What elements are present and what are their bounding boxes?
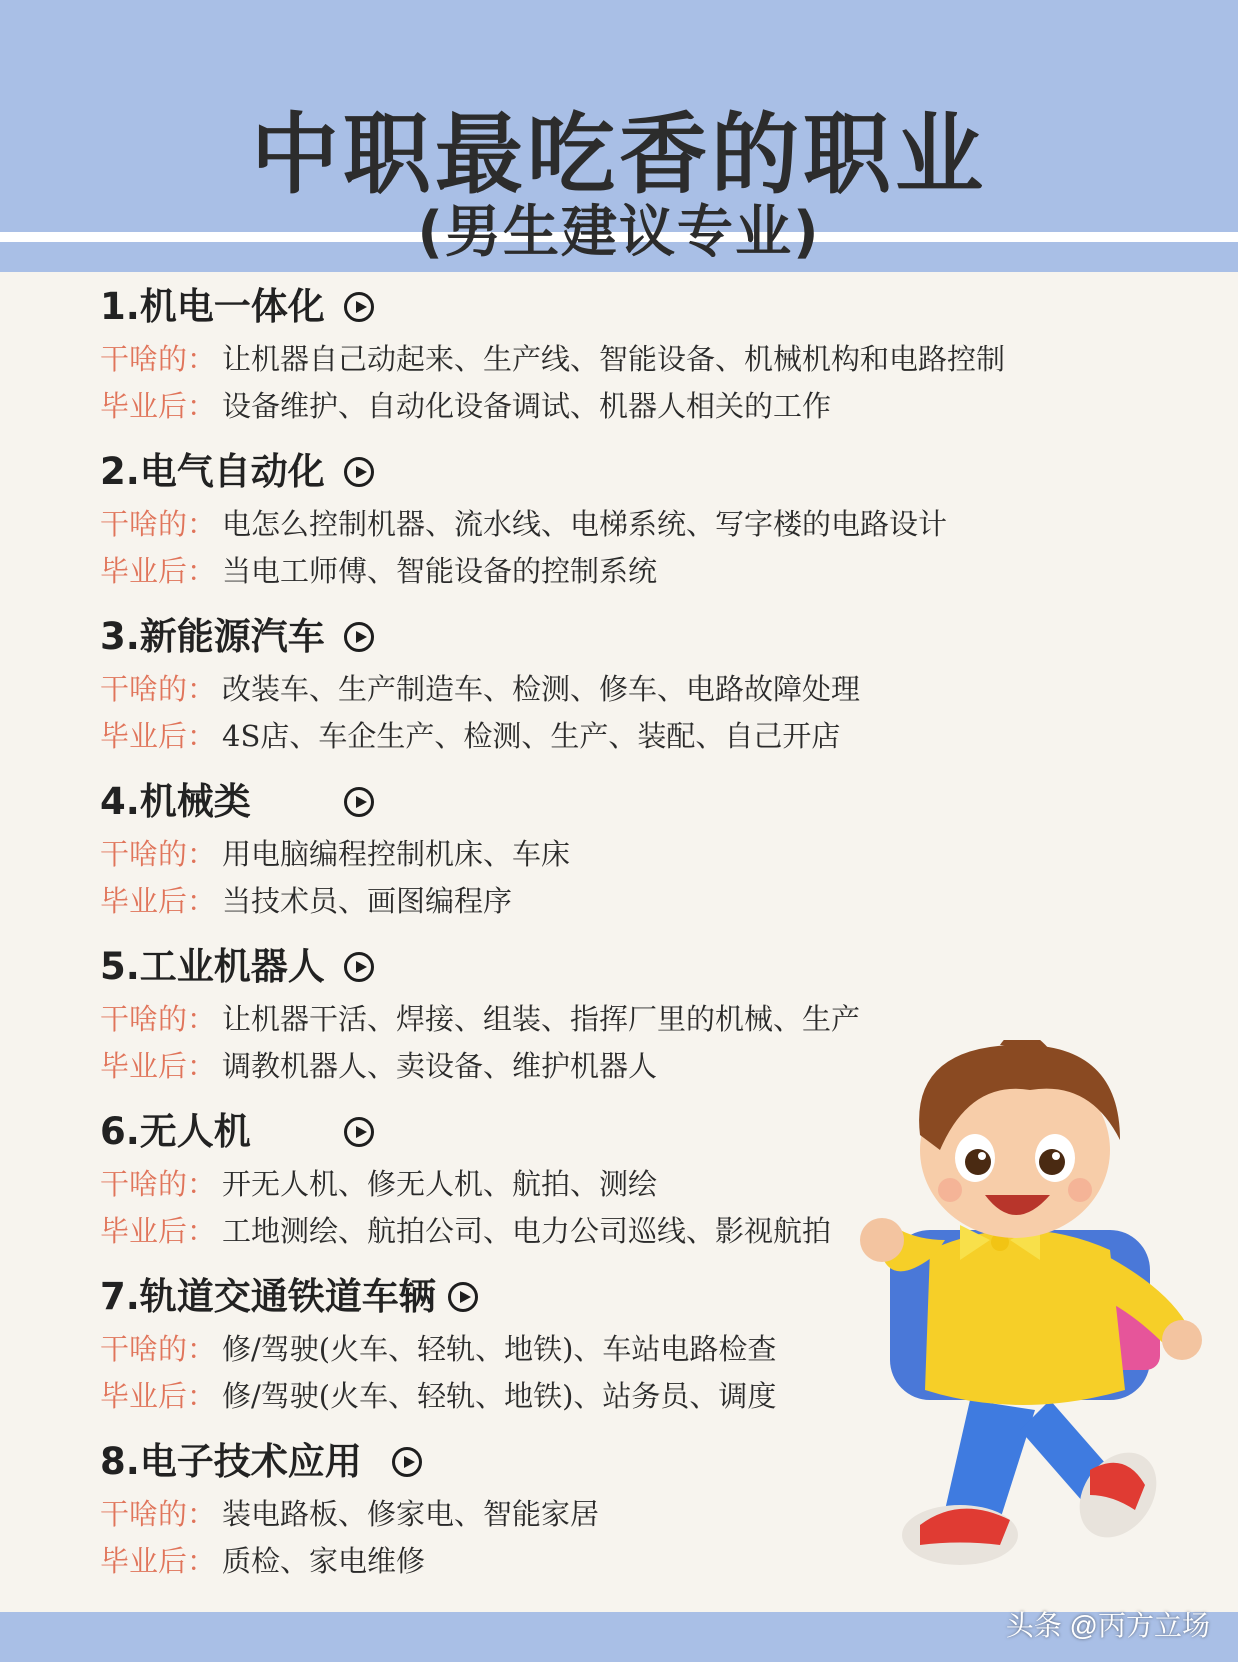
after-value: 当技术员、画图编程序 <box>222 884 513 918</box>
what-value: 用电脑编程控制机床、车床 <box>222 837 571 871</box>
after-label: 毕业后： <box>100 1544 217 1578</box>
play-circle-icon[interactable] <box>344 457 374 487</box>
boy-mascot-illustration <box>850 1040 1220 1600</box>
after-value: 工地测绘、航拍公司、电力公司巡线、影视航拍 <box>222 1214 832 1248</box>
what-value: 电怎么控制机器、流水线、电梯系统、写字楼的电路设计 <box>222 507 948 541</box>
major-title: 2.电气自动化 <box>100 450 325 493</box>
major-title: 1.机电一体化 <box>100 285 325 328</box>
after-label: 毕业后： <box>100 884 217 918</box>
after-row <box>100 713 1060 760</box>
page-subtitle: (男生建议专业) <box>417 200 821 265</box>
after-label: 毕业后： <box>100 1049 217 1083</box>
what-label: 干啥的： <box>100 672 217 706</box>
watermark-text: 头条 @丙方立场 <box>1005 1610 1210 1641</box>
after-value: 设备维护、自动化设备调试、机器人相关的工作 <box>222 389 832 423</box>
after-value: 调教机器人、卖设备、维护机器人 <box>222 1049 658 1083</box>
play-circle-icon[interactable] <box>344 952 374 982</box>
what-value: 开无人机、修无人机、航拍、测绘 <box>222 1167 658 1201</box>
play-circle-icon[interactable] <box>392 1447 422 1477</box>
major-title: 8.电子技术应用 <box>100 1440 362 1483</box>
play-circle-icon[interactable] <box>344 1117 374 1147</box>
major-title: 4.机械类 <box>100 780 251 823</box>
what-value: 让机器干活、焊接、组装、指挥厂里的机械、生产 <box>222 1002 861 1036</box>
play-circle-icon[interactable] <box>448 1282 478 1312</box>
after-label: 毕业后： <box>100 719 217 753</box>
major-title: 7.轨道交通铁道车辆 <box>100 1275 436 1318</box>
what-label: 干啥的： <box>100 1002 217 1036</box>
what-value: 让机器自己动起来、生产线、智能设备、机械机构和电路控制 <box>222 342 1006 376</box>
major-item <box>100 445 1060 610</box>
after-row <box>100 383 1060 430</box>
play-circle-icon[interactable] <box>344 292 374 322</box>
after-value: 当电工师傅、智能设备的控制系统 <box>222 554 658 588</box>
what-value: 修/驾驶(火车、轻轨、地铁)、车站电路检查 <box>222 1332 777 1366</box>
after-label: 毕业后： <box>100 1379 217 1413</box>
after-value: 4S店、车企生产、检测、生产、装配、自己开店 <box>222 719 841 753</box>
major-item <box>100 610 1060 775</box>
major-head <box>100 610 1060 666</box>
what-label: 干啥的： <box>100 1167 217 1201</box>
what-label: 干啥的： <box>100 1332 217 1366</box>
what-row <box>100 996 1060 1043</box>
major-head <box>100 940 1060 996</box>
after-row <box>100 548 1060 595</box>
major-head <box>100 280 1060 336</box>
page-title: 中职最吃香的职业 <box>250 103 987 206</box>
major-title: 5.工业机器人 <box>100 945 325 988</box>
what-row <box>100 666 1060 713</box>
what-value: 装电路板、修家电、智能家居 <box>222 1497 600 1531</box>
what-row <box>100 831 1060 878</box>
after-label: 毕业后： <box>100 389 217 423</box>
what-label: 干啥的： <box>100 342 217 376</box>
after-value: 修/驾驶(火车、轻轨、地铁)、站务员、调度 <box>222 1379 777 1413</box>
what-label: 干啥的： <box>100 1497 217 1531</box>
major-title: 6.无人机 <box>100 1110 251 1153</box>
after-value: 质检、家电维修 <box>222 1544 426 1578</box>
major-item <box>100 280 1060 445</box>
after-label: 毕业后： <box>100 1214 217 1248</box>
play-circle-icon[interactable] <box>344 787 374 817</box>
after-row <box>100 878 1060 925</box>
what-label: 干啥的： <box>100 507 217 541</box>
major-head <box>100 775 1060 831</box>
major-head <box>100 445 1060 501</box>
what-row <box>100 501 1060 548</box>
what-label: 干啥的： <box>100 837 217 871</box>
major-title: 3.新能源汽车 <box>100 615 325 658</box>
what-row <box>100 336 1060 383</box>
after-label: 毕业后： <box>100 554 217 588</box>
play-circle-icon[interactable] <box>344 622 374 652</box>
major-item <box>100 775 1060 940</box>
what-value: 改装车、生产制造车、检测、修车、电路故障处理 <box>222 672 861 706</box>
